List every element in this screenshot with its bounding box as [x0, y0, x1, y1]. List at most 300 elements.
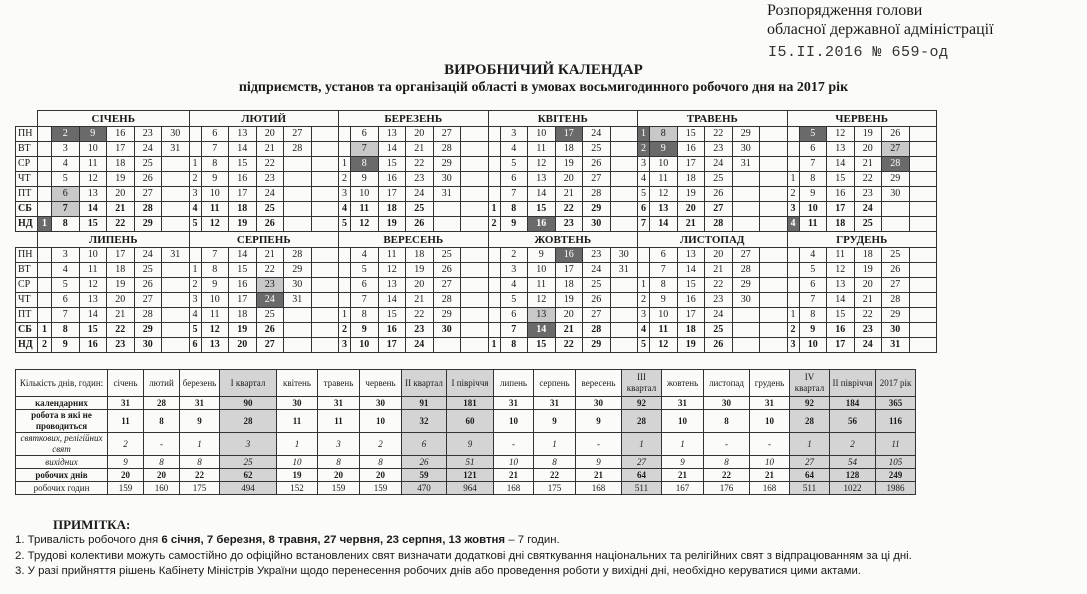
summary-cell: 11 [876, 433, 916, 456]
day-cell: 29 [433, 308, 461, 323]
calendar-grid [15, 110, 937, 353]
day-cell: 23 [256, 172, 284, 187]
summary-cell: 64 [790, 469, 830, 482]
day-cell: 29 [284, 263, 312, 278]
day-cell: 14 [528, 323, 556, 338]
day-cell: 29 [583, 202, 611, 217]
day-cell [162, 293, 190, 308]
day-cell: 10 [79, 248, 107, 263]
day-cell: 13 [229, 127, 257, 142]
day-cell: 16 [378, 172, 406, 187]
day-cell: 17 [107, 248, 135, 263]
day-cell [311, 172, 339, 187]
day-cell [610, 157, 638, 172]
day-cell: 19 [854, 263, 882, 278]
day-cell [610, 338, 638, 353]
day-cell: 4 [351, 248, 379, 263]
day-cell: 7 [351, 142, 379, 157]
note-1-dates: 6 січня, 7 березня, 8 травня, 27 червня, 23 серпня, 13 жовтня [161, 534, 506, 546]
day-cell [787, 248, 799, 263]
day-cell: 13 [201, 338, 229, 353]
day-cell: 6 [500, 172, 528, 187]
day-cell [461, 127, 489, 142]
day-cell: 1 [638, 278, 650, 293]
summary-column-header: березень [180, 370, 220, 397]
day-cell: 4 [339, 202, 351, 217]
day-cell: 15 [378, 308, 406, 323]
summary-cell: 128 [830, 469, 876, 482]
day-cell: 8 [201, 157, 229, 172]
day-cell [760, 217, 788, 232]
day-cell: 4 [500, 278, 528, 293]
day-cell: 24 [705, 157, 733, 172]
day-cell: 7 [201, 142, 229, 157]
summary-cell: 249 [876, 469, 916, 482]
day-cell: 14 [79, 308, 107, 323]
day-cell [339, 263, 351, 278]
summary-cell: 21 [576, 469, 622, 482]
day-name: ПН [16, 248, 38, 263]
day-cell [461, 308, 489, 323]
day-cell: 12 [528, 293, 556, 308]
day-cell: 21 [107, 308, 135, 323]
day-cell: 26 [882, 127, 910, 142]
month-name: ЛЮТИЙ [189, 111, 339, 127]
day-cell: 20 [854, 142, 882, 157]
summary-cell: 26 [402, 456, 447, 469]
summary-cell: - [576, 433, 622, 456]
summary-cell: - [494, 433, 534, 456]
summary-column-header: січень [108, 370, 144, 397]
day-cell: 4 [500, 142, 528, 157]
day-cell [38, 278, 52, 293]
day-cell [38, 142, 52, 157]
summary-cell: 10 [360, 410, 402, 433]
day-cell: 23 [583, 248, 611, 263]
corner-blank [16, 111, 38, 127]
day-cell: 12 [79, 278, 107, 293]
day-cell: 14 [378, 293, 406, 308]
day-cell: 17 [229, 293, 257, 308]
day-cell [284, 172, 312, 187]
day-cell [461, 142, 489, 157]
day-cell: 3 [500, 127, 528, 142]
day-cell: 29 [732, 278, 760, 293]
day-cell: 23 [406, 172, 434, 187]
day-cell: 16 [677, 142, 705, 157]
month-name: БЕРЕЗЕНЬ [339, 111, 489, 127]
summary-cell: 1 [662, 433, 704, 456]
day-cell: 21 [406, 293, 434, 308]
day-cell: 24 [134, 248, 162, 263]
day-cell: 27 [256, 338, 284, 353]
day-cell [461, 263, 489, 278]
summary-cell: 511 [790, 482, 830, 495]
day-cell [610, 127, 638, 142]
day-cell: 25 [705, 172, 733, 187]
summary-cell: 10 [494, 456, 534, 469]
day-cell: 20 [555, 308, 583, 323]
day-cell: 10 [351, 187, 379, 202]
day-cell [732, 323, 760, 338]
day-cell: 21 [555, 187, 583, 202]
day-cell: 25 [134, 157, 162, 172]
summary-cell: 30 [277, 397, 318, 410]
day-cell: 21 [854, 293, 882, 308]
summary-column-header: травень [318, 370, 360, 397]
summary-cell: 168 [494, 482, 534, 495]
day-cell: 12 [827, 263, 855, 278]
summary-cell: 8 [360, 456, 402, 469]
day-cell: 8 [650, 127, 678, 142]
summary-cell: 159 [108, 482, 144, 495]
day-cell: 31 [882, 338, 910, 353]
day-cell: 6 [189, 338, 201, 353]
summary-cell: 168 [750, 482, 790, 495]
day-cell: 1 [638, 127, 650, 142]
day-cell: 26 [705, 338, 733, 353]
day-cell: 27 [134, 187, 162, 202]
day-cell: 8 [799, 308, 827, 323]
summary-cell: 2 [830, 433, 876, 456]
summary-cell: 168 [576, 482, 622, 495]
summary-cell: 1 [622, 433, 662, 456]
day-cell [732, 217, 760, 232]
summary-cell: 56 [830, 410, 876, 433]
day-cell [311, 323, 339, 338]
day-cell: 5 [638, 338, 650, 353]
day-cell: 18 [229, 308, 257, 323]
day-cell [909, 172, 937, 187]
day-cell [488, 248, 500, 263]
day-cell [488, 263, 500, 278]
summary-cell: 121 [447, 469, 494, 482]
summary-column-header: квітень [277, 370, 318, 397]
day-cell: 19 [229, 323, 257, 338]
day-cell [488, 308, 500, 323]
day-cell: 11 [650, 323, 678, 338]
day-cell: 2 [38, 338, 52, 353]
summary-cell: 21 [662, 469, 704, 482]
day-cell: 17 [677, 308, 705, 323]
summary-cell: 91 [402, 397, 447, 410]
day-cell: 2 [638, 142, 650, 157]
day-cell [339, 278, 351, 293]
day-cell [488, 187, 500, 202]
day-cell [787, 127, 799, 142]
page-title: ВИРОБНИЧИЙ КАЛЕНДАР [444, 62, 643, 78]
day-cell: 12 [79, 172, 107, 187]
summary-cell: 8 [144, 410, 180, 433]
day-cell: 22 [406, 157, 434, 172]
summary-row-label: календарних [16, 397, 108, 410]
day-cell: 7 [650, 263, 678, 278]
day-cell [760, 338, 788, 353]
day-cell: 19 [378, 217, 406, 232]
day-cell [461, 202, 489, 217]
day-cell: 9 [201, 278, 229, 293]
summary-cell: 964 [447, 482, 494, 495]
day-cell: 13 [528, 172, 556, 187]
day-cell: 3 [189, 187, 201, 202]
day-cell [610, 172, 638, 187]
decree-date-number: I5.II.2016 № 659-од [768, 44, 949, 61]
day-cell: 12 [650, 187, 678, 202]
day-cell: 13 [378, 278, 406, 293]
day-cell [311, 293, 339, 308]
day-cell: 19 [555, 157, 583, 172]
day-cell: 31 [732, 157, 760, 172]
day-cell [461, 157, 489, 172]
day-cell: 17 [378, 338, 406, 353]
day-cell [461, 323, 489, 338]
day-cell: 28 [134, 308, 162, 323]
day-cell: 22 [256, 157, 284, 172]
summary-row-label: робочих годин [16, 482, 108, 495]
summary-cell: 1 [790, 433, 830, 456]
day-cell: 10 [201, 293, 229, 308]
day-cell: 30 [162, 127, 190, 142]
summary-column-header: I квартал [220, 370, 277, 397]
day-cell: 4 [638, 172, 650, 187]
day-cell: 14 [827, 293, 855, 308]
day-name: НД [16, 217, 38, 232]
day-cell: 3 [638, 308, 650, 323]
summary-cell: 31 [180, 397, 220, 410]
summary-row-label: робота в які не проводиться [16, 410, 108, 433]
summary-cell: 22 [180, 469, 220, 482]
day-cell: 9 [799, 187, 827, 202]
day-cell: 26 [583, 157, 611, 172]
day-cell: 22 [705, 127, 733, 142]
day-cell: 16 [79, 338, 107, 353]
day-cell [311, 263, 339, 278]
day-cell [610, 278, 638, 293]
day-cell: 20 [854, 278, 882, 293]
day-cell: 21 [555, 323, 583, 338]
day-cell: 8 [500, 202, 528, 217]
day-cell: 25 [256, 202, 284, 217]
day-cell [339, 142, 351, 157]
day-name: ПН [16, 127, 38, 142]
day-cell: 6 [638, 202, 650, 217]
day-cell [760, 142, 788, 157]
day-cell: 13 [677, 248, 705, 263]
day-cell: 11 [650, 172, 678, 187]
day-cell [433, 217, 461, 232]
day-cell: 20 [677, 202, 705, 217]
month-name: ЧЕРВЕНЬ [787, 111, 937, 127]
day-cell [488, 172, 500, 187]
day-cell [610, 202, 638, 217]
month-name: СІЧЕНЬ [38, 111, 190, 127]
day-cell: 18 [378, 202, 406, 217]
summary-cell: 176 [704, 482, 750, 495]
day-cell: 17 [555, 263, 583, 278]
day-cell: 6 [52, 293, 80, 308]
day-cell [461, 248, 489, 263]
day-cell [760, 187, 788, 202]
day-cell: 3 [52, 142, 80, 157]
day-cell [787, 157, 799, 172]
day-cell [461, 172, 489, 187]
day-cell [488, 278, 500, 293]
summary-column-header: серпень [534, 370, 576, 397]
day-cell: 10 [799, 202, 827, 217]
day-cell [909, 142, 937, 157]
day-cell: 14 [229, 248, 257, 263]
notes-title: ПРИМІТКА: [53, 517, 131, 532]
summary-cell: 11 [108, 410, 144, 433]
day-cell: 30 [284, 278, 312, 293]
day-cell: 23 [107, 338, 135, 353]
day-cell: 24 [583, 127, 611, 142]
day-cell: 14 [378, 142, 406, 157]
day-cell: 24 [134, 142, 162, 157]
day-cell [311, 202, 339, 217]
decree-authority: обласної державної адміністрації [767, 21, 994, 38]
day-cell: 23 [406, 323, 434, 338]
day-cell: 29 [882, 308, 910, 323]
day-cell: 15 [528, 202, 556, 217]
summary-cell: 59 [402, 469, 447, 482]
day-cell: 12 [528, 157, 556, 172]
month-name: ЛИПЕНЬ [38, 232, 190, 248]
day-cell [760, 172, 788, 187]
day-cell: 8 [351, 308, 379, 323]
day-cell: 1 [189, 157, 201, 172]
day-cell: 30 [882, 323, 910, 338]
corner-blank [16, 232, 38, 248]
day-cell: 23 [555, 217, 583, 232]
day-cell [162, 263, 190, 278]
day-cell: 11 [79, 263, 107, 278]
day-cell: 7 [52, 202, 80, 217]
day-cell [882, 202, 910, 217]
day-cell: 29 [583, 338, 611, 353]
summary-cell: 19 [277, 469, 318, 482]
day-cell: 29 [882, 172, 910, 187]
day-cell: 24 [256, 293, 284, 308]
day-cell: 26 [256, 323, 284, 338]
day-cell: 1 [38, 323, 52, 338]
day-cell [162, 202, 190, 217]
summary-cell: 9 [576, 456, 622, 469]
month-name: ВЕРЕСЕНЬ [339, 232, 489, 248]
day-cell: 30 [732, 293, 760, 308]
day-cell [909, 202, 937, 217]
note-3: 3. У разі прийняття рішень Кабінету Міністрів України щодо перенесення робочих днів або проведення роботи у вихідні дні, необхідно керуватися цими актами. [15, 565, 861, 577]
month-name: ЛИСТОПАД [638, 232, 788, 248]
day-cell [760, 293, 788, 308]
day-cell: 31 [162, 142, 190, 157]
summary-cell: 105 [876, 456, 916, 469]
day-cell: 28 [433, 293, 461, 308]
day-cell: 23 [854, 323, 882, 338]
day-cell: 22 [555, 338, 583, 353]
day-cell: 20 [406, 278, 434, 293]
day-cell: 8 [201, 263, 229, 278]
day-cell: 21 [705, 263, 733, 278]
day-cell: 17 [378, 187, 406, 202]
note-2: 2. Трудові колективи можуть самостійно до офіційно встановлених свят визначати додаткові дні святкування національних та релігійних свят з відпрацюванням за ці дні. [15, 549, 912, 562]
day-cell [787, 263, 799, 278]
day-cell: 6 [351, 278, 379, 293]
day-cell: 18 [677, 172, 705, 187]
day-cell: 25 [882, 248, 910, 263]
day-cell: 13 [79, 187, 107, 202]
day-cell [461, 278, 489, 293]
day-cell: 6 [650, 248, 678, 263]
day-cell: 22 [854, 308, 882, 323]
day-cell: 5 [189, 323, 201, 338]
day-cell: 22 [107, 217, 135, 232]
day-cell: 3 [638, 157, 650, 172]
summary-column-header: IV квартал [790, 370, 830, 397]
summary-column-header: листопад [704, 370, 750, 397]
day-cell: 13 [378, 127, 406, 142]
day-cell [38, 157, 52, 172]
note-1 [15, 533, 912, 549]
day-cell: 28 [882, 157, 910, 172]
day-cell: 8 [52, 323, 80, 338]
day-cell: 27 [583, 172, 611, 187]
day-cell: 19 [107, 172, 135, 187]
day-cell [760, 157, 788, 172]
day-cell [38, 187, 52, 202]
day-cell [909, 323, 937, 338]
summary-cell: 116 [876, 410, 916, 433]
day-cell: 5 [799, 127, 827, 142]
day-cell: 31 [433, 187, 461, 202]
day-cell [909, 293, 937, 308]
day-cell: 25 [583, 278, 611, 293]
day-cell: 10 [351, 338, 379, 353]
day-cell [610, 217, 638, 232]
day-cell: 12 [827, 127, 855, 142]
day-cell: 9 [650, 142, 678, 157]
day-cell [162, 157, 190, 172]
day-cell: 2 [488, 217, 500, 232]
day-cell: 28 [583, 323, 611, 338]
summary-column-header: лютий [144, 370, 180, 397]
day-cell: 2 [339, 172, 351, 187]
day-cell: 25 [433, 248, 461, 263]
summary-cell: 1 [534, 433, 576, 456]
day-cell: 27 [583, 308, 611, 323]
day-cell: 10 [650, 157, 678, 172]
day-cell: 28 [705, 217, 733, 232]
summary-cell: 181 [447, 397, 494, 410]
summary-cell: 365 [876, 397, 916, 410]
day-cell [284, 187, 312, 202]
day-cell: 8 [799, 172, 827, 187]
summary-cell: 184 [830, 397, 876, 410]
day-cell: 11 [528, 142, 556, 157]
day-cell: 19 [406, 263, 434, 278]
summary-cell: 2 [360, 433, 402, 456]
summary-cell: - [144, 433, 180, 456]
day-cell: 15 [528, 338, 556, 353]
day-cell: 18 [107, 263, 135, 278]
day-cell: 17 [555, 127, 583, 142]
day-cell [610, 293, 638, 308]
day-cell: 17 [229, 187, 257, 202]
summary-cell: 51 [447, 456, 494, 469]
day-cell: 11 [827, 248, 855, 263]
day-cell: 20 [555, 172, 583, 187]
day-cell [488, 142, 500, 157]
